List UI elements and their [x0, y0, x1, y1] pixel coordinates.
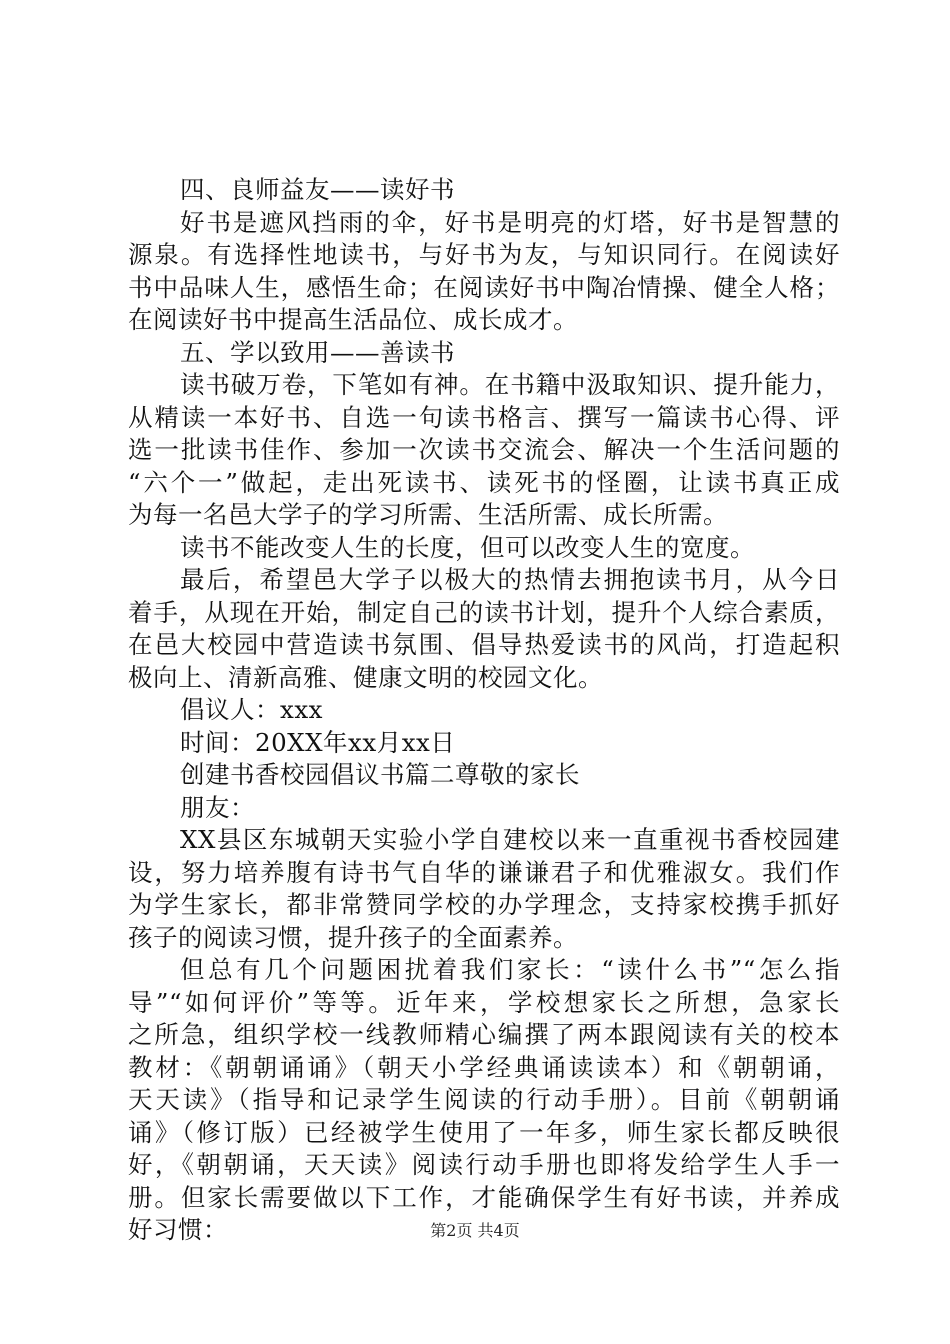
text-line: 时间：20XX年xx月xx日	[180, 727, 456, 757]
text-line: 为学生家长，都非常赞同学校的办学理念，支持家校携手抓好	[128, 890, 840, 919]
text-line: 好书是遮风挡雨的伞，好书是明亮的灯塔，好书是智慧的	[180, 207, 840, 237]
text-line: 孩子的阅读习惯，提升孩子的全面素养。	[128, 922, 578, 952]
text-line: 倡议人：xxx	[180, 695, 323, 724]
text-line: XX县区东城朝天实验小学自建校以来一直重视书香校园建	[180, 825, 840, 854]
text-line: 教材：《朝朝诵诵》（朝天小学经典诵读读本）和《朝朝诵，	[128, 1052, 840, 1082]
text-line: 在阅读好书中提高生活品位、成长成才。	[128, 305, 578, 334]
text-line: 朋友：	[180, 792, 255, 822]
text-line: 天天读》（指导和记录学生阅读的行动手册）。目前《朝朝诵	[128, 1085, 840, 1114]
text-line: 但总有几个问题困扰着我们家长：“读什么书”“怎么指	[180, 955, 840, 984]
text-line: 极向上、清新高雅、健康文明的校园文化。	[128, 662, 603, 692]
text-line: 之所急，组织学校一线教师精心编撰了两本跟阅读有关的校本	[128, 1020, 840, 1049]
text-line: 导”“如何评价”等等。近年来，学校想家长之所想，急家长	[128, 987, 840, 1017]
text-line: 册。但家长需要做以下工作，才能确保学生有好书读，并养成	[128, 1182, 840, 1212]
text-line: 四、良师益友——读好书	[180, 175, 455, 204]
text-line: 创建书香校园倡议书篇二尊敬的家长	[180, 760, 580, 789]
text-line: 在邑大校园中营造读书氛围、倡导热爱读书的风尚，打造起积	[128, 630, 840, 659]
text-line: 设，努力培养腹有诗书气自华的谦谦君子和优雅淑女。我们作	[128, 857, 840, 887]
document-body	[128, 174, 840, 1247]
text-line: 选一批读书佳作、参加一次读书交流会、解决一个生活问题的	[128, 435, 840, 464]
text-line: 源泉。有选择性地读书，与好书为友，与知识同行。在阅读好	[128, 240, 840, 269]
text-line: 读书不能改变人生的长度，但可以改变人生的宽度。	[180, 532, 755, 562]
text-line: 书中品味人生，感悟生命；在阅读好书中陶冶情操、健全人格；	[128, 272, 840, 302]
text-line: “六个一”做起，走出死读书、读死书的怪圈，让读书真正成	[128, 467, 840, 497]
text-line: 诵》（修订版）已经被学生使用了一年多，师生家长都反映很	[128, 1117, 840, 1147]
text-line: 着手，从现在开始，制定自己的读书计划，提升个人综合素质，	[128, 597, 840, 627]
text-line: 为每一名邑大学子的学习所需、生活所需、成长所需。	[128, 500, 728, 529]
text-line: 五、学以致用——善读书	[180, 337, 455, 367]
text-line: 好习惯：	[128, 1215, 228, 1244]
page-footer: 第2页 共4页	[430, 1221, 520, 1240]
text-line: 好，《朝朝诵，天天读》阅读行动手册也即将发给学生人手一	[128, 1150, 840, 1179]
text-line: 读书破万卷，下笔如有神。在书籍中汲取知识、提升能力，	[180, 370, 840, 399]
text-line: 最后，希望邑大学子以极大的热情去拥抱读书月，从今日	[180, 565, 840, 594]
text-line: 从精读一本好书、自选一句读书格言、撰写一篇读书心得、评	[128, 402, 840, 432]
